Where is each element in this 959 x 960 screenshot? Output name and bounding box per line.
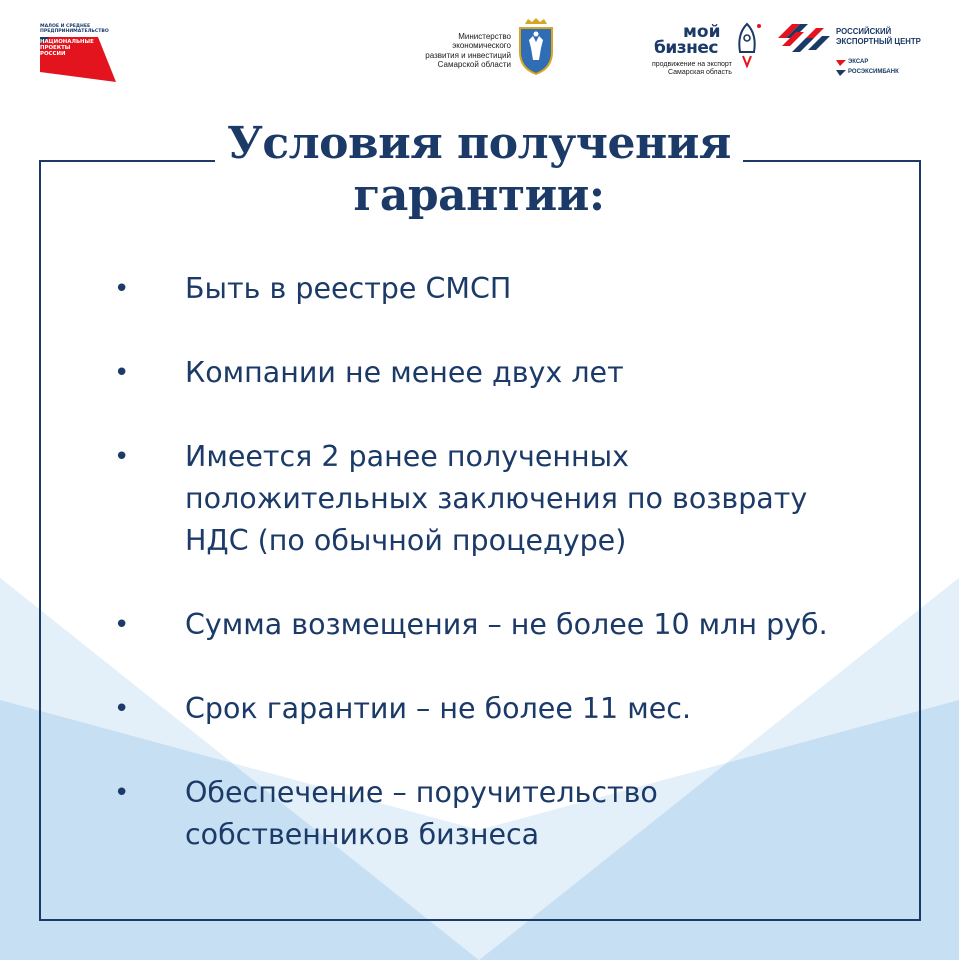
national-projects-logo: МАЛОЕ И СРЕДНЕЕ ПРЕДПРИНИМАТЕЛЬСТВО НАЦИОНАЛЬНЫЕ ПРОЕКТЫ РОССИИ xyxy=(40,24,116,82)
list-item-text: НДС (по обычной процедуре) xyxy=(185,524,627,557)
list-item-text: Быть в реестре СМСП xyxy=(185,272,512,305)
ministry-name: Министерство экономического развития и инвестиций Самарской области xyxy=(425,32,511,70)
moy-biznes-logo: мой бизнес продвижение на экспорт Самарская область xyxy=(650,20,762,82)
ministry-logo xyxy=(420,18,555,78)
rocket-icon xyxy=(732,22,762,68)
page-title xyxy=(215,118,743,222)
list-item-text: Компании не менее двух лет xyxy=(185,356,624,389)
bullet-icon: • xyxy=(114,694,130,724)
rec-emblem-icon xyxy=(778,20,830,56)
title-line-1: Условия получения xyxy=(227,118,731,169)
samara-coat-of-arms-icon xyxy=(517,18,555,76)
bullet-icon: • xyxy=(114,778,130,808)
list-item-text: собственников бизнеса xyxy=(185,818,540,851)
title-line-2: гарантии: xyxy=(353,170,605,221)
list-item-text: Обеспечение – поручительство xyxy=(185,776,658,809)
list-item-text: Имеется 2 ранее полученных xyxy=(185,440,630,473)
rec-logo: РОССИЙСКИЙ ЭКСПОРТНЫЙ ЦЕНТР ЭКСАР РОСЭКСИМБАНК xyxy=(778,18,928,80)
list-item-text: Сумма возмещения – не более 10 млн руб. xyxy=(185,608,828,641)
bullet-icon: • xyxy=(114,610,130,640)
bullet-icon: • xyxy=(114,442,130,472)
roseximbank-arrow-icon xyxy=(836,70,846,76)
bullet-icon: • xyxy=(114,274,130,304)
list-item-text: Срок гарантии – не более 11 мес. xyxy=(185,692,692,725)
list-item-text: положительных заключения по возврату xyxy=(185,482,808,515)
bullet-icon: • xyxy=(114,358,130,388)
eksar-arrow-icon xyxy=(836,60,846,66)
